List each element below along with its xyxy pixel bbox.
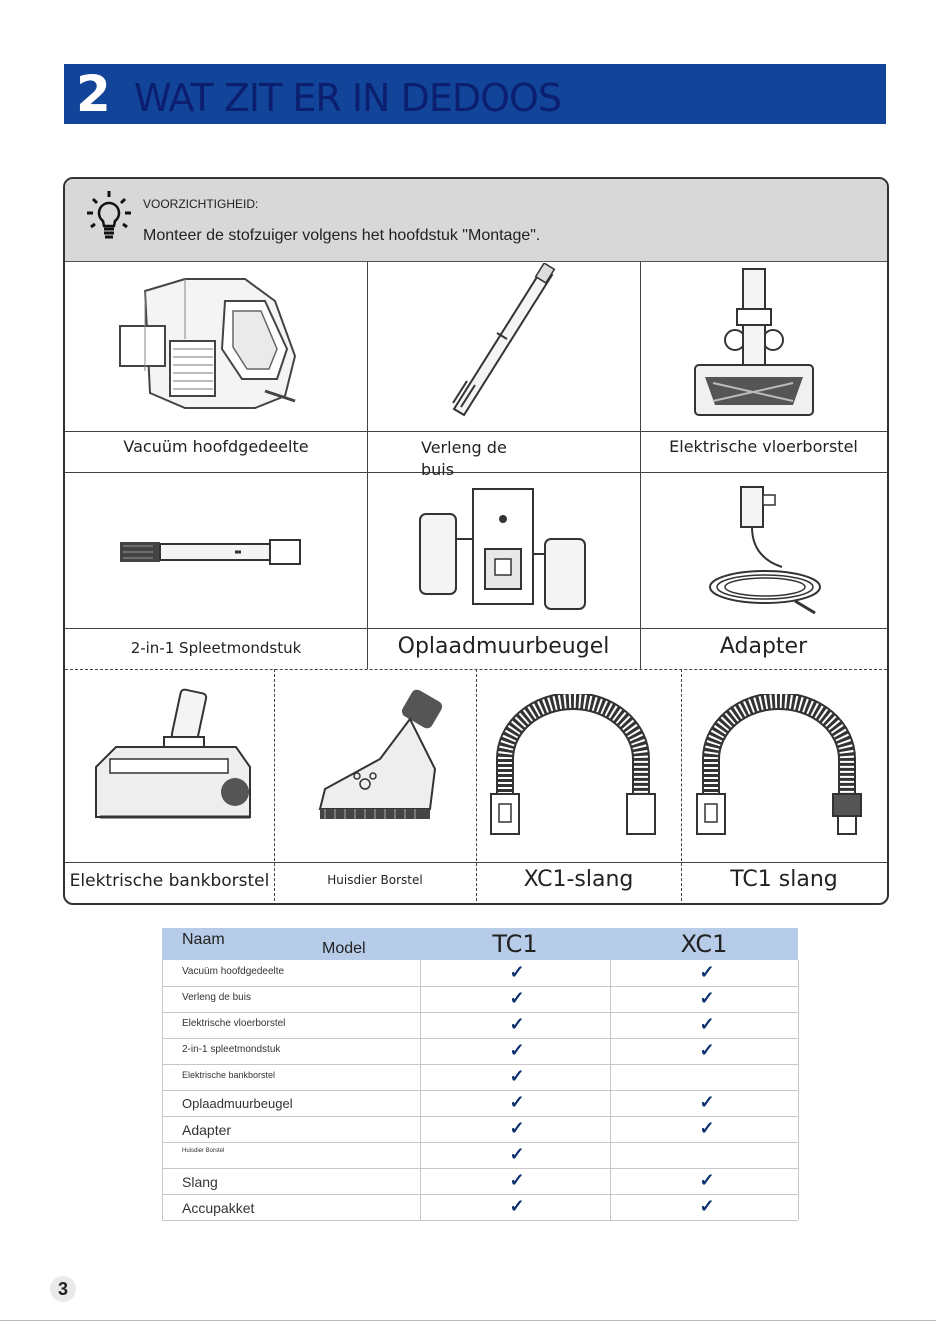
- lightbulb-icon: [87, 189, 131, 249]
- part-label: Vacuüm hoofdgedeelte: [123, 437, 309, 456]
- vacuum-body-icon: [115, 271, 315, 421]
- table-header: [162, 928, 798, 960]
- table-row: [162, 986, 798, 1013]
- parts-panel: [63, 177, 889, 905]
- checkmark-icon: ✓: [509, 1066, 525, 1086]
- column-header-tc1: TC1: [492, 930, 538, 958]
- table-row: [162, 1194, 798, 1221]
- part-label: Elektrische vloerborstel: [669, 437, 858, 456]
- grid-divider: [640, 261, 641, 669]
- grid-divider: [65, 628, 887, 629]
- wall-bracket-icon: [415, 479, 595, 619]
- checkmark-icon: ✓: [509, 1118, 525, 1138]
- checkmark-icon: ✓: [699, 988, 715, 1008]
- section-number: 2: [76, 65, 111, 123]
- row-item-name: 2-in-1 spleetmondstuk: [182, 1044, 281, 1055]
- grid-divider: [367, 261, 368, 669]
- mini-motor-brush-icon: [90, 687, 260, 837]
- row-item-name: Elektrische vloerborstel: [182, 1018, 286, 1029]
- table-row: [162, 1038, 798, 1065]
- checkmark-icon: ✓: [509, 988, 525, 1008]
- table-row: [162, 1090, 798, 1117]
- checkmark-icon: ✓: [699, 1170, 715, 1190]
- checkmark-icon: ✓: [509, 1014, 525, 1034]
- checkmark-icon: ✓: [509, 1092, 525, 1112]
- checkmark-icon: ✓: [509, 1196, 525, 1216]
- table-row: [162, 1168, 798, 1195]
- checkmark-icon: ✓: [509, 1144, 525, 1164]
- table-border: [610, 960, 611, 1220]
- checkmark-icon: ✓: [509, 1040, 525, 1060]
- checkmark-icon: ✓: [699, 1092, 715, 1112]
- column-header-model: Model: [322, 940, 366, 957]
- part-label: Adapter: [719, 634, 808, 659]
- checkmark-icon: ✓: [699, 962, 715, 982]
- row-item-name: Oplaadmuurbeugel: [182, 1096, 293, 1111]
- checkmark-icon: ✓: [699, 1040, 715, 1060]
- table-border: [162, 960, 163, 1220]
- column-header-name: Naam: [182, 931, 225, 948]
- section-header: [64, 64, 886, 124]
- row-item-name: Elektrische bankborstel: [182, 1070, 276, 1080]
- row-item-name: Vacuüm hoofdgedeelte: [182, 966, 285, 977]
- row-item-name: Adapter: [182, 1122, 232, 1138]
- caution-label: VOORZICHTIGHEID:: [143, 197, 259, 211]
- page-number: 3: [50, 1276, 76, 1302]
- grid-divider: [65, 431, 887, 432]
- checkmark-icon: ✓: [509, 1170, 525, 1190]
- table-row: [162, 1064, 798, 1091]
- part-label: Elektrische bankborstel: [69, 871, 270, 891]
- part-label: Verleng de buis: [421, 438, 507, 479]
- part-label: Huisdier Borstel: [327, 873, 423, 887]
- part-label: TC1 slang: [730, 867, 838, 892]
- caution-banner: [65, 179, 887, 262]
- checkmark-icon: ✓: [699, 1196, 715, 1216]
- row-item-name: Accupakket: [182, 1200, 255, 1216]
- grid-divider: [65, 862, 887, 863]
- part-label: Oplaadmuurbeugel: [397, 634, 610, 659]
- row-item-name: Huisdier Borstel: [182, 1148, 225, 1154]
- crevice-tool-icon: [115, 524, 305, 584]
- pet-brush-icon: [305, 684, 455, 839]
- table-row: [162, 1012, 798, 1039]
- page-bottom-rule: [0, 1320, 936, 1321]
- hose-tc1-icon: [693, 694, 873, 844]
- row-item-name: Verleng de buis: [182, 992, 251, 1003]
- table-row: [162, 1116, 798, 1143]
- table-border: [798, 960, 799, 1220]
- floor-brush-icon: [685, 265, 825, 425]
- checkmark-icon: ✓: [699, 1014, 715, 1034]
- part-label: XC1-slang: [523, 867, 634, 892]
- table-row: [162, 1142, 798, 1169]
- part-label: 2-in-1 Spleetmondstuk: [130, 639, 302, 657]
- grid-divider: [274, 669, 275, 901]
- table-border: [420, 960, 421, 1220]
- checkmark-icon: ✓: [699, 1118, 715, 1138]
- row-item-name: Slang: [182, 1174, 218, 1190]
- hose-xc1-icon: [487, 694, 667, 844]
- adapter-icon: [695, 477, 835, 627]
- checkmark-icon: ✓: [509, 962, 525, 982]
- section-title: WAT ZIT ER IN DEDOOS: [134, 76, 562, 120]
- table-row: [162, 960, 798, 987]
- column-header-xc1: XC1: [680, 930, 728, 958]
- caution-text: Monteer de stofzuiger volgens het hoofdstuk "Montage".: [143, 227, 541, 244]
- extension-tube-icon: [427, 263, 567, 423]
